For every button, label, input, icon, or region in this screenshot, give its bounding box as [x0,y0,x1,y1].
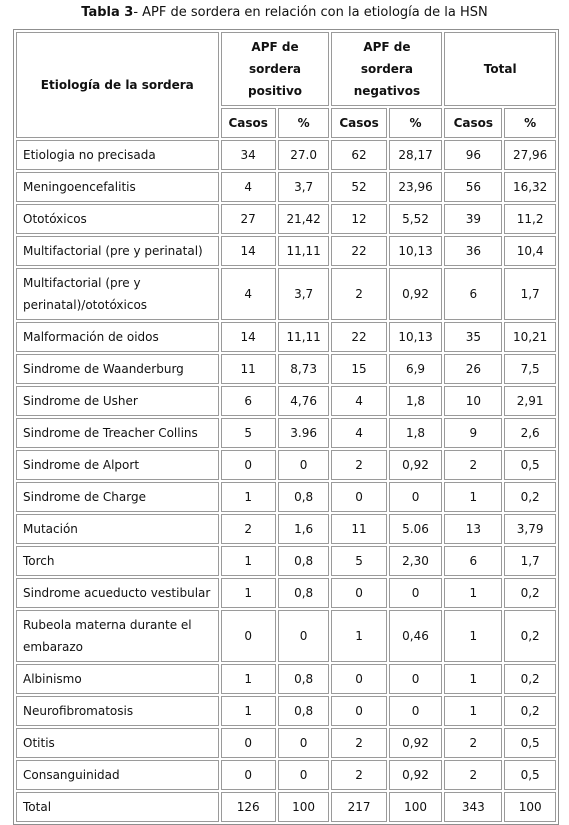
header-etiologia: Etiología de la sordera [16,32,219,138]
cell-pos-casos: 1 [221,482,276,512]
cell-neg-casos: 0 [331,664,386,694]
cell-pos-pct: 0 [278,760,330,790]
cell-total-pct: 10,4 [504,236,556,266]
table-row [16,546,556,576]
cell-pos-casos: 0 [221,728,276,758]
table-row [16,664,556,694]
cell-pos-casos: 0 [221,450,276,480]
cell-total-casos: 26 [444,354,502,384]
header-row-groups [16,32,556,106]
cell-pos-casos: 6 [221,386,276,416]
cell-total-casos: 2 [444,728,502,758]
cell-neg-casos: 2 [331,728,386,758]
cell-neg-pct: 10,13 [389,236,443,266]
header-total-pct: % [504,108,556,138]
table-row [16,204,556,234]
row-label: Rubeola materna durante el embarazo [16,610,219,662]
cell-neg-casos: 15 [331,354,386,384]
table-caption-text: - APF de sordera en relación con la etiología de la HSN [133,5,488,20]
row-label: Multifactorial (pre y perinatal) [16,236,219,266]
row-label: Sindrome de Treacher Collins [16,418,219,448]
cell-total-pct: 27,96 [504,140,556,170]
table-row [16,172,556,202]
cell-pos-casos: 2 [221,514,276,544]
cell-pos-casos: 11 [221,354,276,384]
cell-neg-pct: 0 [389,696,443,726]
cell-pos-pct: 0,8 [278,578,330,608]
row-label: Neurofibromatosis [16,696,219,726]
table-row [16,696,556,726]
cell-neg-casos: 5 [331,546,386,576]
cell-total-casos: 6 [444,546,502,576]
cell-neg-casos: 2 [331,268,386,320]
cell-neg-pct: 0,92 [389,268,443,320]
row-label: Sindrome de Waanderburg [16,354,219,384]
cell-neg-casos: 0 [331,696,386,726]
cell-total-pct: 16,32 [504,172,556,202]
table-caption-number: Tabla 3 [81,5,134,20]
cell-neg-casos: 1 [331,610,386,662]
cell-pos-pct: 0,8 [278,664,330,694]
cell-neg-pct: 0,92 [389,760,443,790]
table-row [16,610,556,662]
cell-neg-casos: 0 [331,482,386,512]
cell-neg-pct: 10,13 [389,322,443,352]
table-row [16,482,556,512]
cell-total-casos: 1 [444,664,502,694]
cell-pos-casos: 1 [221,546,276,576]
cell-total-pct: 0,2 [504,610,556,662]
cell-pos-casos: 34 [221,140,276,170]
cell-neg-casos: 2 [331,760,386,790]
cell-neg-casos: 52 [331,172,386,202]
header-apf-positivo: APF de sordera positivo [221,32,330,106]
cell-total-pct: 0,2 [504,664,556,694]
cell-neg-pct: 23,96 [389,172,443,202]
cell-pos-casos: 1 [221,664,276,694]
cell-pos-pct: 0,8 [278,482,330,512]
table-row [16,268,556,320]
cell-pos-pct: 11,11 [278,322,330,352]
table-body [16,140,556,822]
cell-pos-casos: 5 [221,418,276,448]
row-label: Meningoencefalitis [16,172,219,202]
cell-pos-casos: 14 [221,236,276,266]
row-label: Ototóxicos [16,204,219,234]
cell-total-pct: 0,2 [504,482,556,512]
row-label: Mutación [16,514,219,544]
cell-neg-pct: 1,8 [389,418,443,448]
cell-neg-pct: 2,30 [389,546,443,576]
row-label: Sindrome de Alport [16,450,219,480]
cell-neg-casos: 2 [331,450,386,480]
cell-pos-casos: 4 [221,172,276,202]
table-row [16,760,556,790]
cell-total-casos: 9 [444,418,502,448]
table-row [16,386,556,416]
table-row [16,792,556,822]
cell-total-casos: 1 [444,482,502,512]
cell-total-pct: 0,2 [504,578,556,608]
cell-total-pct: 0,2 [504,696,556,726]
cell-neg-casos: 217 [331,792,386,822]
cell-pos-pct: 0 [278,610,330,662]
cell-neg-pct: 100 [389,792,443,822]
table-row [16,322,556,352]
cell-pos-casos: 1 [221,578,276,608]
cell-pos-casos: 126 [221,792,276,822]
cell-pos-pct: 21,42 [278,204,330,234]
cell-total-pct: 0,5 [504,760,556,790]
header-neg-pct: % [389,108,443,138]
cell-total-pct: 11,2 [504,204,556,234]
cell-neg-pct: 6,9 [389,354,443,384]
cell-pos-casos: 14 [221,322,276,352]
cell-neg-casos: 62 [331,140,386,170]
row-label: Otitis [16,728,219,758]
cell-pos-casos: 1 [221,696,276,726]
cell-pos-pct: 8,73 [278,354,330,384]
cell-total-pct: 0,5 [504,450,556,480]
cell-pos-pct: 11,11 [278,236,330,266]
cell-total-casos: 343 [444,792,502,822]
cell-neg-casos: 22 [331,236,386,266]
cell-total-casos: 2 [444,760,502,790]
cell-pos-pct: 4,76 [278,386,330,416]
row-label: Sindrome de Usher [16,386,219,416]
cell-neg-pct: 28,17 [389,140,443,170]
cell-neg-pct: 5.06 [389,514,443,544]
cell-neg-pct: 5,52 [389,204,443,234]
cell-total-casos: 6 [444,268,502,320]
cell-total-pct: 100 [504,792,556,822]
row-label: Malformación de oidos [16,322,219,352]
cell-total-casos: 10 [444,386,502,416]
cell-total-pct: 2,91 [504,386,556,416]
cell-pos-pct: 3,7 [278,268,330,320]
cell-total-casos: 35 [444,322,502,352]
cell-pos-casos: 0 [221,760,276,790]
table-row [16,140,556,170]
cell-pos-pct: 3.96 [278,418,330,448]
row-label: Sindrome acueducto vestibular [16,578,219,608]
cell-neg-casos: 12 [331,204,386,234]
table-row [16,578,556,608]
cell-pos-pct: 27.0 [278,140,330,170]
cell-pos-casos: 27 [221,204,276,234]
cell-neg-casos: 4 [331,386,386,416]
cell-neg-casos: 0 [331,578,386,608]
cell-neg-pct: 0,92 [389,450,443,480]
cell-total-casos: 1 [444,578,502,608]
cell-neg-pct: 1,8 [389,386,443,416]
cell-total-casos: 2 [444,450,502,480]
cell-neg-pct: 0 [389,664,443,694]
cell-neg-casos: 11 [331,514,386,544]
cell-pos-pct: 0,8 [278,696,330,726]
row-label: Sindrome de Charge [16,482,219,512]
cell-pos-pct: 3,7 [278,172,330,202]
header-total-casos: Casos [444,108,502,138]
cell-total-pct: 1,7 [504,546,556,576]
header-neg-casos: Casos [331,108,386,138]
cell-neg-pct: 0,46 [389,610,443,662]
row-label: Etiologia no precisada [16,140,219,170]
cell-total-casos: 36 [444,236,502,266]
cell-total-casos: 56 [444,172,502,202]
row-label: Torch [16,546,219,576]
table-row [16,728,556,758]
table-row [16,354,556,384]
cell-total-pct: 10,21 [504,322,556,352]
cell-pos-pct: 100 [278,792,330,822]
cell-total-pct: 0,5 [504,728,556,758]
cell-neg-pct: 0 [389,482,443,512]
cell-pos-pct: 0 [278,728,330,758]
cell-total-pct: 3,79 [504,514,556,544]
table-row [16,514,556,544]
cell-pos-pct: 0,8 [278,546,330,576]
cell-neg-pct: 0 [389,578,443,608]
cell-total-pct: 7,5 [504,354,556,384]
cell-pos-pct: 1,6 [278,514,330,544]
table-caption [0,4,569,22]
header-apf-negativos: APF de sordera negativos [331,32,442,106]
cell-total-casos: 96 [444,140,502,170]
row-label: Albinismo [16,664,219,694]
table-row [16,450,556,480]
cell-neg-pct: 0,92 [389,728,443,758]
cell-total-casos: 1 [444,696,502,726]
cell-total-pct: 2,6 [504,418,556,448]
row-label: Consanguinidad [16,760,219,790]
cell-neg-casos: 4 [331,418,386,448]
cell-total-casos: 13 [444,514,502,544]
cell-total-casos: 1 [444,610,502,662]
table-row [16,236,556,266]
cell-pos-casos: 4 [221,268,276,320]
apf-etiology-table [13,29,559,825]
table-row [16,418,556,448]
cell-total-casos: 39 [444,204,502,234]
cell-neg-casos: 22 [331,322,386,352]
header-pos-pct: % [278,108,330,138]
header-pos-casos: Casos [221,108,276,138]
cell-total-pct: 1,7 [504,268,556,320]
cell-pos-casos: 0 [221,610,276,662]
row-label: Multifactorial (pre y perinatal)/ototóxicos [16,268,219,320]
row-label: Total [16,792,219,822]
cell-pos-pct: 0 [278,450,330,480]
header-total: Total [444,32,556,106]
